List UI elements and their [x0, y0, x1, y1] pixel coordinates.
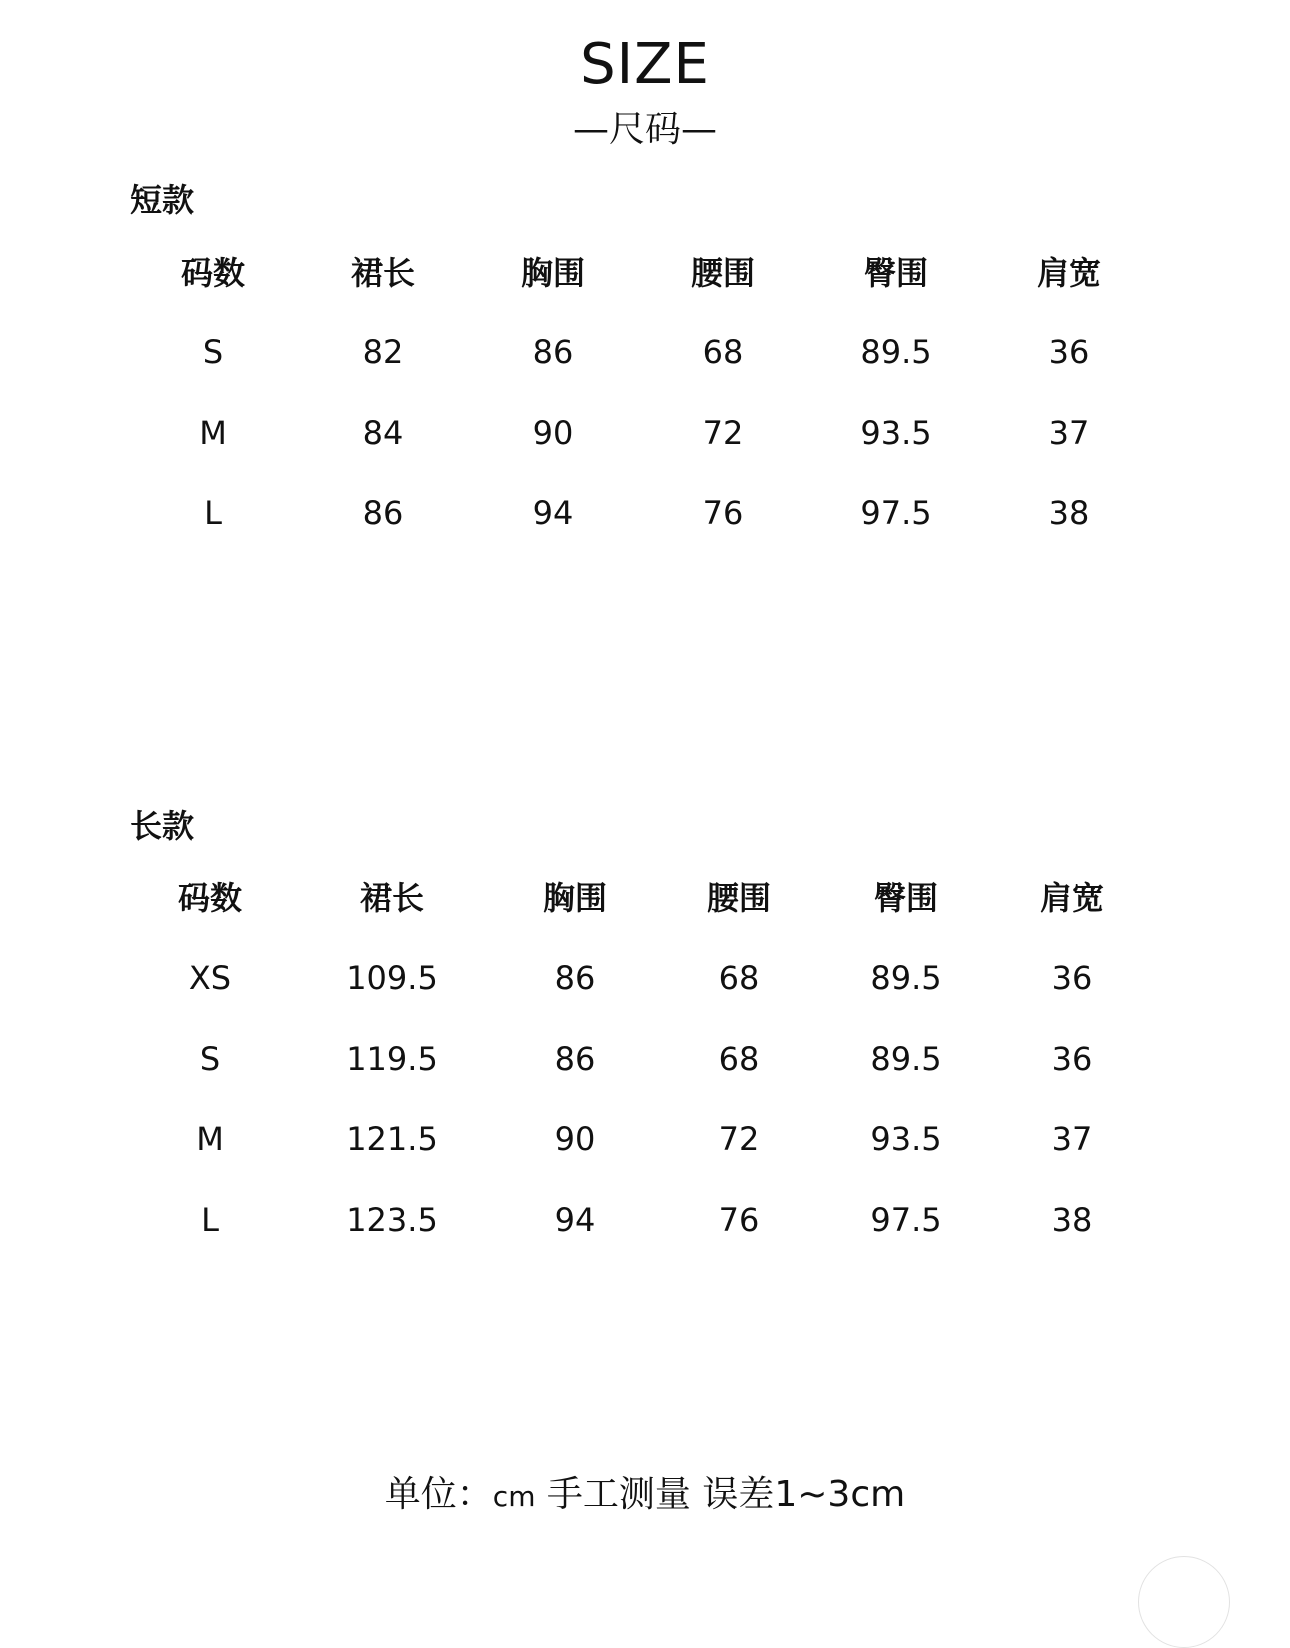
- table-cell: 72: [718, 1120, 760, 1158]
- column-header-shoulder: 肩宽: [1036, 254, 1101, 292]
- table-cell: 68: [702, 333, 744, 371]
- column-header-length: 裙长: [359, 879, 424, 917]
- table-cell: 121.5: [346, 1120, 438, 1158]
- table-cell: 68: [718, 1040, 760, 1078]
- table-cell: S: [199, 1040, 221, 1078]
- column-header-waist: 腰围: [706, 879, 771, 917]
- column-header-bust: 胸围: [542, 879, 607, 917]
- table-row: [0, 330, 1290, 374]
- table-cell: L: [204, 494, 222, 532]
- table-cell: 94: [532, 494, 574, 532]
- table-cell: 72: [702, 414, 744, 452]
- table-cell: 37: [1048, 414, 1090, 452]
- table-cell: 89.5: [870, 1040, 942, 1078]
- table-cell: 37: [1051, 1120, 1093, 1158]
- table-cell: 97.5: [870, 1201, 942, 1239]
- table-cell: 86: [532, 333, 574, 371]
- table-cell: 84: [362, 414, 404, 452]
- table-cell: 36: [1048, 333, 1090, 371]
- table-cell: 38: [1048, 494, 1090, 532]
- table-cell: 38: [1051, 1201, 1093, 1239]
- table-row: [0, 411, 1290, 455]
- section-label-long: 长款: [130, 807, 195, 845]
- table-cell: 86: [554, 1040, 596, 1078]
- table-cell: 89.5: [870, 959, 942, 997]
- table-cell: 97.5: [860, 494, 932, 532]
- table-cell: 93.5: [860, 414, 932, 452]
- measurement-note-prefix: 单位：: [384, 1474, 493, 1515]
- table-cell: M: [199, 414, 227, 452]
- table-row: [0, 1198, 1290, 1242]
- table-cell: 68: [718, 959, 760, 997]
- table-cell: 86: [554, 959, 596, 997]
- column-header-size: 码数: [177, 879, 242, 917]
- measurement-note: [0, 1470, 1290, 1522]
- table-cell: 82: [362, 333, 404, 371]
- column-header-hip: 臀围: [863, 254, 928, 292]
- table-header-row: [0, 876, 1290, 920]
- column-header-length: 裙长: [350, 254, 415, 292]
- table-cell: 76: [718, 1201, 760, 1239]
- table-cell: 90: [554, 1120, 596, 1158]
- column-header-size: 码数: [180, 254, 245, 292]
- table-cell: L: [201, 1201, 219, 1239]
- table-cell: 36: [1051, 1040, 1093, 1078]
- column-header-bust: 胸围: [520, 254, 585, 292]
- section-label-short: 短款: [130, 181, 195, 219]
- page-subtitle: —尺码—: [572, 109, 717, 150]
- table-cell: 89.5: [860, 333, 932, 371]
- table-cell: XS: [188, 959, 232, 997]
- table-cell: 94: [554, 1201, 596, 1239]
- table-cell: 86: [362, 494, 404, 532]
- page-title: SIZE: [580, 32, 710, 97]
- table-cell: 76: [702, 494, 744, 532]
- table-header-row: [0, 251, 1290, 295]
- table-row: [0, 491, 1290, 535]
- corner-decoration: [1138, 1556, 1230, 1648]
- table-cell: 93.5: [870, 1120, 942, 1158]
- measurement-unit: cm: [492, 1480, 536, 1513]
- table-cell: 109.5: [346, 959, 438, 997]
- column-header-hip: 臀围: [873, 879, 938, 917]
- table-cell: 123.5: [346, 1201, 438, 1239]
- table-row: [0, 1037, 1290, 1081]
- table-cell: 36: [1051, 959, 1093, 997]
- table-cell: M: [196, 1120, 224, 1158]
- table-cell: S: [202, 333, 224, 371]
- measurement-note-text: 手工测量 误差1~3cm: [535, 1474, 906, 1515]
- column-header-waist: 腰围: [690, 254, 755, 292]
- table-cell: 119.5: [346, 1040, 438, 1078]
- table-cell: 90: [532, 414, 574, 452]
- table-row: [0, 1117, 1290, 1161]
- column-header-shoulder: 肩宽: [1039, 879, 1104, 917]
- table-row: [0, 956, 1290, 1000]
